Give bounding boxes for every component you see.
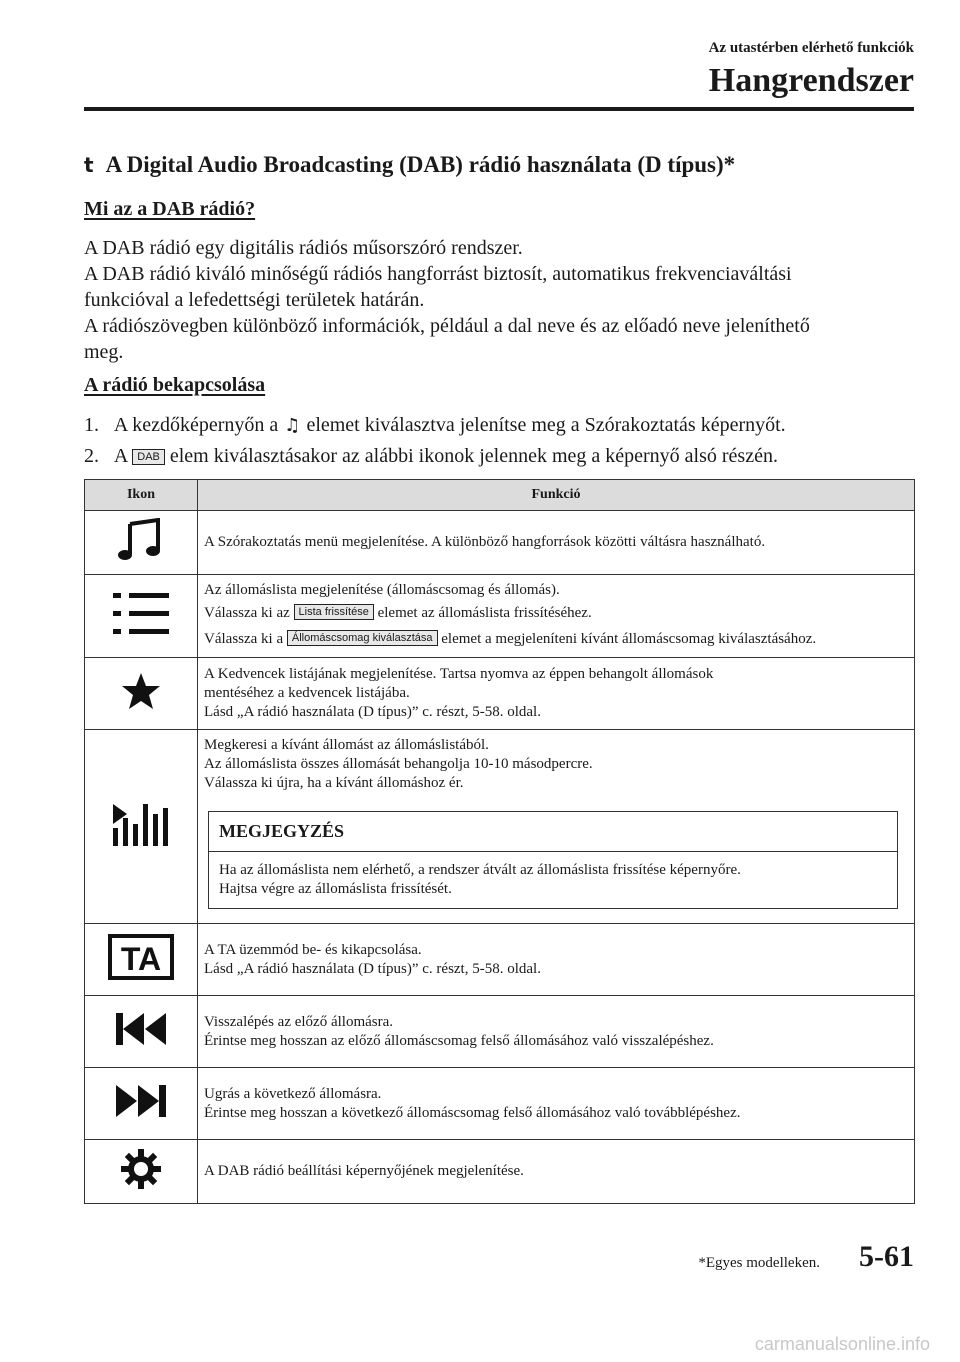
paragraph-line: meg. <box>84 341 124 363</box>
music-note-icon <box>116 518 166 562</box>
table-row: A Kedvencek listájának megjelenítése. Tartsa nyomva az éppen behangolt állomások mentéséhez a kedvencek listájába. Lásd „A rádió használata (D típus)” c. részt, 5-58. oldal. <box>85 658 915 730</box>
step-2: 2. A DAB elem kiválasztásakor az alábbi ikonok jelennek meg a képernyő alsó részén. <box>84 445 778 467</box>
svg-text:TA: TA <box>120 941 162 977</box>
list-icon <box>111 589 171 639</box>
section-title-text: A Digital Audio Broadcasting (DAB) rádió használata (D típus)* <box>105 152 736 177</box>
scan-icon <box>111 800 171 848</box>
table-row: A Szórakoztatás menü megjelenítése. A különböző hangforrások közötti váltásra használható. <box>85 511 915 575</box>
table-row: TA A TA üzemmód be- és kikapcsolása. Lásd „A rádió használata (D típus)” c. részt, 5-58. oldal. <box>85 924 915 996</box>
step-1: 1. A kezdőképernyőn a ♫ elemet kiválasztva jelenítse meg a Szórakoztatás képernyőt. <box>84 414 786 436</box>
footnote: *Egyes modelleken. <box>698 1255 820 1271</box>
table-row: A DAB rádió beállítási képernyőjének megjelenítése. <box>85 1140 915 1204</box>
page-number: 5-61 <box>859 1240 914 1273</box>
star-icon <box>121 671 161 711</box>
turn-on-heading: A rádió bekapcsolása <box>84 374 266 396</box>
refresh-list-chip: Lista frissítése <box>294 604 374 620</box>
watermark: carmanualsonline.info <box>754 1334 930 1354</box>
paragraph-line: A DAB rádió egy digitális rádiós műsorszóró rendszer. <box>84 237 523 259</box>
ta-icon <box>107 933 175 981</box>
ensemble-select-chip: Állomáscsomag kiválasztása <box>287 630 438 646</box>
note-title: MEGJEGYZÉS <box>209 812 897 852</box>
dab-chip: DAB <box>132 449 165 465</box>
skip-next-icon <box>114 1081 168 1121</box>
table-row: Megkeresi a kívánt állomást az állomáslistából. Az állomáslista összes állomását behangolja 10-10 másodpercre. Válassza ki újra, ha a kívánt állomáshoz ér. MEGJEGYZÉS Ha az állomáslista nem elérhető, a rendszer átvált az állomáslista frissítése képernyőre. Hajtsa végre az állomáslista frissítését. <box>85 730 915 924</box>
gear-icon <box>119 1147 163 1191</box>
chapter-label: Az utastérben elérhető funkciók <box>708 40 914 56</box>
what-is-heading: Mi az a DAB rádió? <box>84 198 256 220</box>
col-header-function: Funkció <box>198 480 915 511</box>
table-row: Ugrás a következő állomásra. Érintse meg hosszan a következő állomáscsomag felső állomásához való továbblépéshez. <box>85 1068 915 1140</box>
paragraph-line: A rádiószövegben különböző információk, például a dal neve és az előadó neve jeleníthető <box>84 315 810 337</box>
paragraph-line: A DAB rádió kiváló minőségű rádiós hangforrást biztosít, automatikus frekvenciaváltási <box>84 263 792 285</box>
skip-previous-icon <box>114 1009 168 1049</box>
steps-list <box>84 410 786 471</box>
section-bullet: t <box>84 153 94 177</box>
function-table <box>84 479 915 1204</box>
table-row: Visszalépés az előző állomásra. Érintse meg hosszan az előző állomáscsomag felső állomásához való visszalépéshez. <box>85 996 915 1068</box>
section-title <box>84 152 735 178</box>
col-header-icon: Ikon <box>85 480 198 511</box>
music-note-icon: ♫ <box>284 415 301 436</box>
paragraph-line: funkcióval a lefedettségi területek határán. <box>84 289 425 311</box>
what-is-text <box>84 235 914 365</box>
note-box: MEGJEGYZÉS Ha az állomáslista nem elérhető, a rendszer átvált az állomáslista frissítése képernyőre. Hajtsa végre az állomáslista frissítését. <box>208 811 898 909</box>
header-rule <box>84 107 914 111</box>
table-row: Az állomáslista megjelenítése (állomáscsomag és állomás). Válassza ki az Lista frissítése elemet az állomáslista frissítéséhez. Válassza ki a Állomáscsomag kiválasztása elemet a megjeleníteni kívánt állomáscsomag kiválasztásához. <box>85 575 915 658</box>
page-title: Hangrendszer <box>708 62 914 99</box>
